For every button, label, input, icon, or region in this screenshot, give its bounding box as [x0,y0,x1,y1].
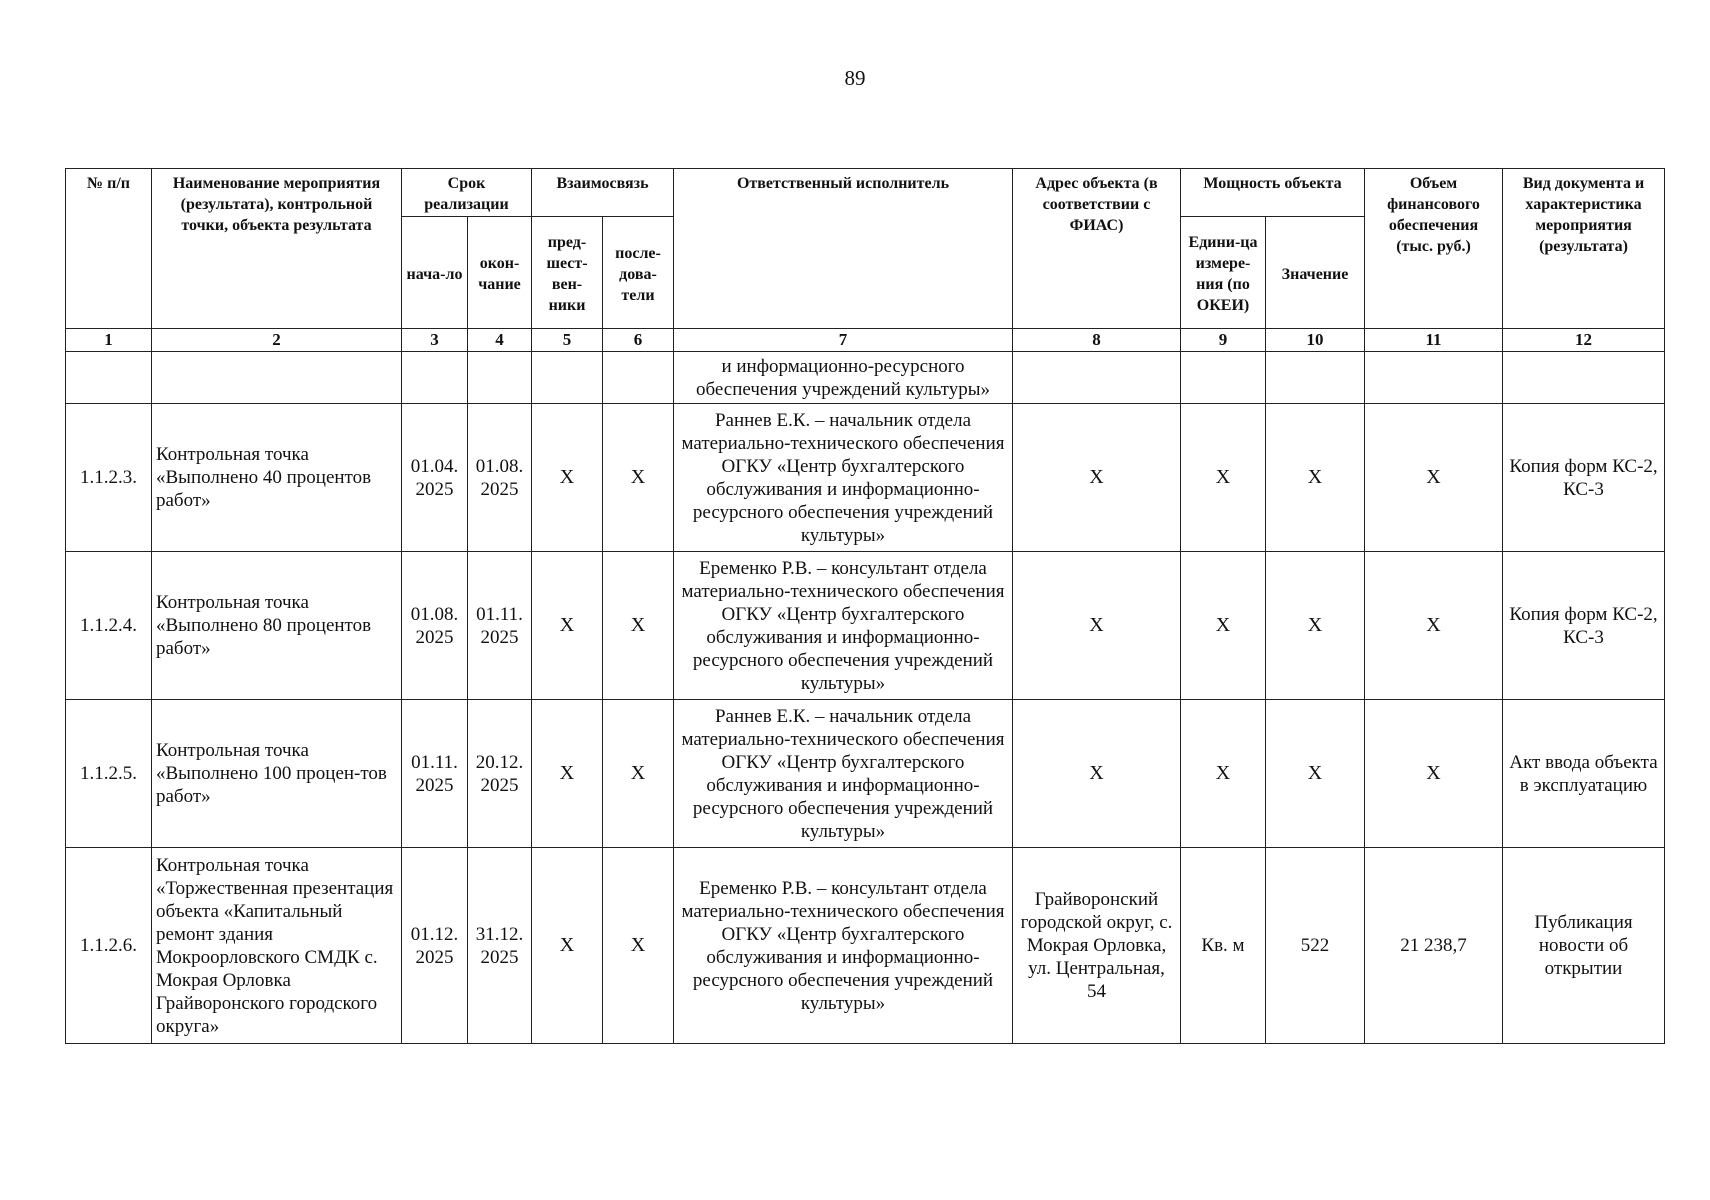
row-number: 1.1.2.4. [66,552,152,700]
row-name: Контрольная точка «Выполнено 100 процен-тов работ» [152,700,402,848]
header-document: Вид документа и характеристика мероприятия (результата) [1503,169,1665,329]
table-row [66,404,1665,552]
header-unit: Едини-ца измере-ния (по ОКЕИ) [1181,217,1266,329]
row-unit: X [1181,404,1266,552]
header-name: Наименование мероприятия (результата), контрольной точки, объекта результата [152,169,402,329]
column-number: 3 [402,329,468,352]
row-unit: X [1181,552,1266,700]
header-capacity: Мощность объекта [1181,169,1365,217]
row-end: 01.08. 2025 [468,404,532,552]
row-name: Контрольная точка «Выполнено 80 процентов работ» [152,552,402,700]
header-number: № п/п [66,169,152,329]
column-number: 6 [603,329,674,352]
row-number: 1.1.2.3. [66,404,152,552]
column-number-row [66,329,1665,352]
row-predecessors: X [532,552,603,700]
row-address: X [1013,552,1181,700]
header-executor: Ответственный исполнитель [674,169,1013,329]
header-start: нача-ло [402,217,468,329]
column-number: 7 [674,329,1013,352]
row-document: Копия форм КС-2, КС-3 [1503,552,1665,700]
row-number: 1.1.2.6. [66,848,152,1044]
column-number: 11 [1365,329,1503,352]
row-finance: X [1365,404,1503,552]
row-number: 1.1.2.5. [66,700,152,848]
column-number: 8 [1013,329,1181,352]
row-start: 01.04. 2025 [402,404,468,552]
column-number: 5 [532,329,603,352]
row-end: 01.11. 2025 [468,552,532,700]
column-number: 9 [1181,329,1266,352]
row-address: X [1013,700,1181,848]
row-successors: X [603,404,674,552]
column-number: 1 [66,329,152,352]
row-end: 20.12. 2025 [468,700,532,848]
row-value: X [1266,552,1365,700]
column-number: 4 [468,329,532,352]
header-address: Адрес объекта (в соответствии с ФИАС) [1013,169,1181,329]
table-row [66,700,1665,848]
row-executor: Раннев Е.К. – начальник отдела материально-технического обеспечения ОГКУ «Центр бухгалтерского обслуживания и информационно-ресурсного обеспечения учреждений культуры» [674,404,1013,552]
row-end: 31.12. 2025 [468,848,532,1044]
executor-cell: и информационно-ресурсного обеспечения учреждений культуры» [674,352,1013,404]
row-name: Контрольная точка «Выполнено 40 процентов работ» [152,404,402,552]
header-finance: Объем финансового обеспечения (тыс. руб.) [1365,169,1503,329]
row-document: Публикация новости об открытии [1503,848,1665,1044]
header-successors: после-дова-тели [603,217,674,329]
row-finance: X [1365,700,1503,848]
header-predecessors: пред-шест-вен-ники [532,217,603,329]
row-predecessors: X [532,404,603,552]
table-row [66,552,1665,700]
row-successors: X [603,700,674,848]
row-finance: 21 238,7 [1365,848,1503,1044]
row-document: Акт ввода объекта в эксплуатацию [1503,700,1665,848]
column-number: 10 [1266,329,1365,352]
row-unit: Кв. м [1181,848,1266,1044]
row-successors: X [603,552,674,700]
row-start: 01.12. 2025 [402,848,468,1044]
column-number: 2 [152,329,402,352]
row-executor: Еременко Р.В. – консультант отдела материально-технического обеспечения ОГКУ «Центр бухгалтерского обслуживания и информационно-ресурсного обеспечения учреждений культуры» [674,552,1013,700]
row-unit: X [1181,700,1266,848]
header-end: окон-чание [468,217,532,329]
row-executor: Еременко Р.В. – консультант отдела материально-технического обеспечения ОГКУ «Центр бухгалтерского обслуживания и информационно-ресурсного обеспечения учреждений культуры» [674,848,1013,1044]
row-successors: X [603,848,674,1044]
row-address: X [1013,404,1181,552]
row-value: X [1266,404,1365,552]
row-finance: X [1365,552,1503,700]
row-predecessors: X [532,700,603,848]
header-value: Значение [1266,217,1365,329]
row-document: Копия форм КС-2, КС-3 [1503,404,1665,552]
row-address: Грайворонский городской округ, с. Мокрая Орловка, ул. Центральная, 54 [1013,848,1181,1044]
header-link: Взаимосвязь [532,169,674,217]
row-start: 01.11. 2025 [402,700,468,848]
row-start: 01.08. 2025 [402,552,468,700]
table-row [66,848,1665,1044]
column-number: 12 [1503,329,1665,352]
row-value: X [1266,700,1365,848]
row-value: 522 [1266,848,1365,1044]
page-number: 89 [844,66,866,90]
plan-table [65,168,1665,1044]
continuation-row [66,352,1665,404]
row-name: Контрольная точка «Торжественная презентация объекта «Капитальный ремонт здания Мокроорловского СМДК с. Мокрая Орловка Грайворонского городского округа» [152,848,402,1044]
row-executor: Раннев Е.К. – начальник отдела материально-технического обеспечения ОГКУ «Центр бухгалтерского обслуживания и информационно-ресурсного обеспечения учреждений культуры» [674,700,1013,848]
row-predecessors: X [532,848,603,1044]
header-period: Срок реализации [402,169,532,217]
